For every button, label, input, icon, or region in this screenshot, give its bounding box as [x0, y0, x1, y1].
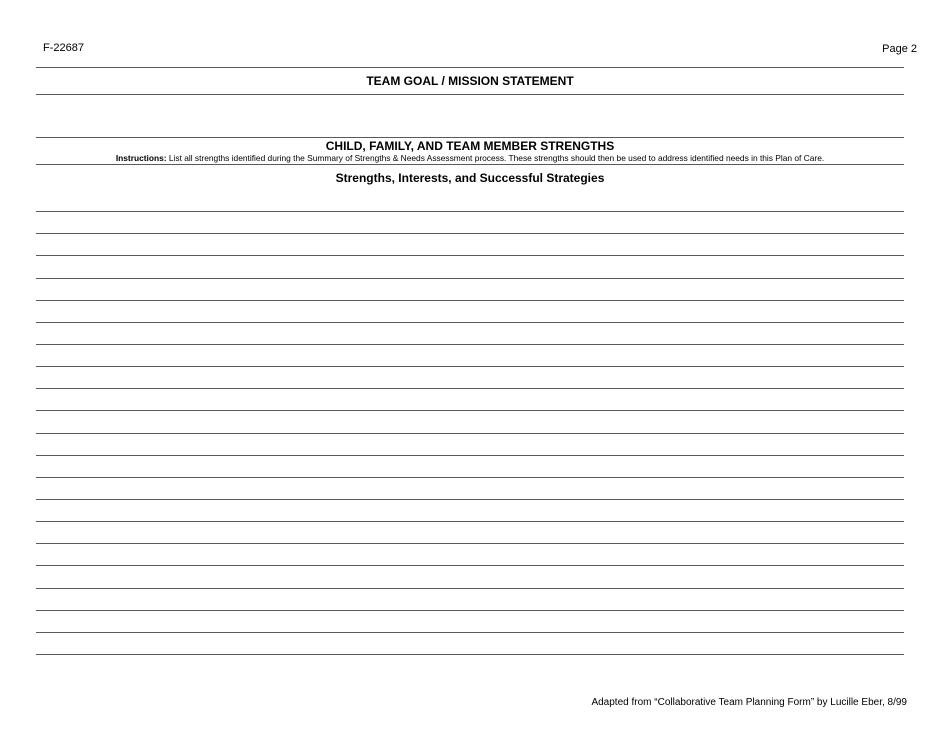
blank-write-line[interactable] [36, 389, 904, 411]
blank-write-line[interactable] [36, 212, 904, 234]
blank-write-line[interactable] [36, 434, 904, 456]
form-id: F-22687 [43, 42, 84, 54]
blank-write-line[interactable] [36, 633, 904, 655]
page-number: Page 2 [882, 43, 917, 55]
blank-write-line[interactable] [36, 522, 904, 544]
blank-write-line[interactable] [36, 234, 904, 256]
footer-credit: Adapted from “Collaborative Team Planning Form” by Lucille Eber, 8/99 [591, 697, 907, 708]
blank-write-line[interactable] [36, 411, 904, 433]
instructions [36, 153, 904, 163]
blank-write-line[interactable] [36, 367, 904, 389]
mission-section-title: TEAM GOAL / MISSION STATEMENT [366, 74, 574, 88]
blank-write-line[interactable] [36, 323, 904, 345]
blank-write-line[interactable] [36, 611, 904, 633]
blank-write-line[interactable] [36, 256, 904, 278]
blank-write-line[interactable] [36, 190, 904, 212]
instructions-label: Instructions: [115, 153, 167, 163]
blank-write-line[interactable] [36, 345, 904, 367]
instructions-text: List all strengths identified during the Summary of Strengths & Needs Assessment process. These strengths should then be used to address identified needs in this Plan of Care. [166, 153, 825, 163]
blank-write-line[interactable] [36, 301, 904, 323]
strengths-column-header: Strengths, Interests, and Successful Strategies [335, 171, 605, 185]
divider-top [36, 67, 904, 68]
blank-write-line[interactable] [36, 500, 904, 522]
blank-write-line[interactable] [36, 589, 904, 611]
divider-strengths-header [36, 164, 904, 165]
divider-strengths-top [36, 137, 904, 138]
blank-write-line[interactable] [36, 456, 904, 478]
strengths-section-title: CHILD, FAMILY, AND TEAM MEMBER STRENGTHS [325, 139, 615, 153]
blank-write-line[interactable] [36, 478, 904, 500]
blank-write-line[interactable] [36, 566, 904, 588]
divider-mission-bottom [36, 94, 904, 95]
blank-write-line[interactable] [36, 544, 904, 566]
strengths-write-lines [36, 190, 904, 655]
blank-write-line[interactable] [36, 279, 904, 301]
